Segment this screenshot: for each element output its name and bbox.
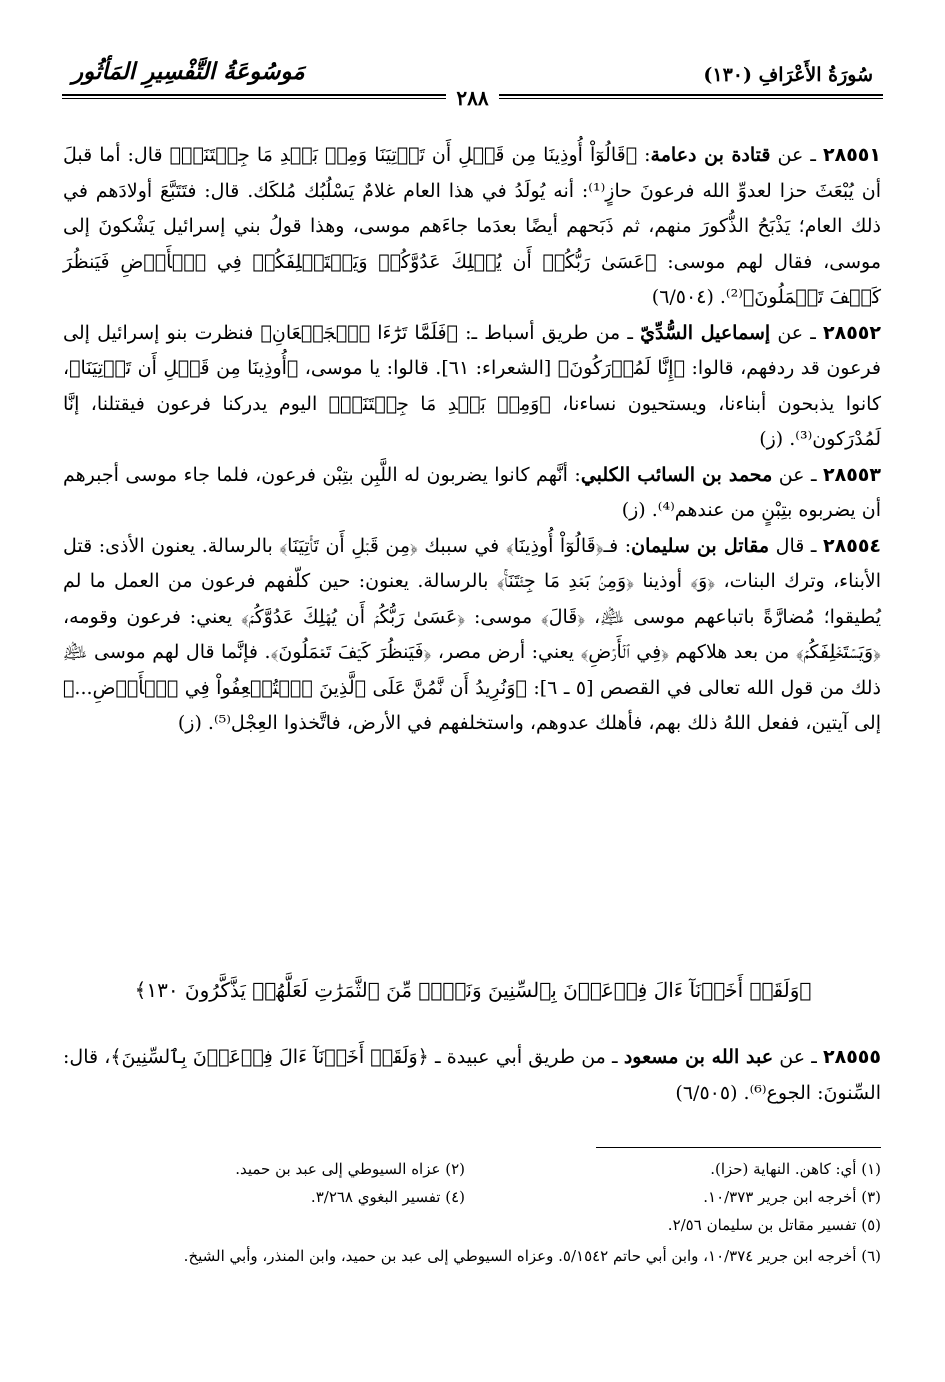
narrator-name: إسماعيل السُّدِّيّ <box>640 321 771 344</box>
entry-28552 <box>63 316 881 458</box>
entry-text: : فـ﴿قَالُوٓاْ أُوذِينَا﴾ في سببك ﴿مِن قَبۡلِ أَن تَأۡتِيَنَا﴾ بالرسالة. يعنون الأذى: قتل الأبناء، وترك البنات، ﴿وَ﴾ أوذينا ﴿وَمِنۢ بَعۡدِ مَا جِئۡتَنَاۚ﴾ بالرسالة. يعنون: حين كلّفهم فرعون من العمل ما لم يُطيقوا؛ مُضارَّةً باتباعهم موسى ﵇، ﴿قَالَ﴾ موسى: ﴿عَسَىٰ رَبُّكُمۡ أَن يُهۡلِكَ عَدُوَّكُمۡ﴾ يعني: فرعون وقومه، ﴿وَيَسۡتَخۡلِفَكُمۡ﴾ من بعد هلاكهم ﴿فِي ٱلۡأَرۡضِ﴾ يعني: أرض مصر، ﴿فَيَنظُرَ كَيۡفَ تَعۡمَلُونَ﴾. فإنَّما قال لهم موسى ﵇ ذلك من قول الله تعالى في القصص [٥ ـ ٦]: ﴿وَنُرِيدُ أَن نَّمُنَّ عَلَى ٱلَّذِينَ ٱسۡتُضۡعِفُواْ فِي ٱلۡأَرۡضِ...﴾ إلى آيتين، ففعل اللهُ ذلك بهم، فأهلك عدوهم، واستخلفهم في الأرض، فاتَّخذوا العِجْل⁽⁵⁾. (ز) <box>63 534 881 734</box>
footnote-1: (١) أي: كاهن. النهاية (حزا). <box>710 1160 881 1178</box>
narrator-name: مقاتل بن سليمان <box>631 534 770 557</box>
entry-28554 <box>63 529 881 742</box>
entry-text: ـ من طريق أبي عبيدة ـ ﴿وَلَقَدۡ أَخَذۡنَآ ءَالَ فِرۡعَوۡنَ بِٱلسِّنِينَ﴾، قال: السِّنونَ: الجوع⁽⁶⁾. (٦/٥٠٥) <box>63 1046 881 1104</box>
entry-prefix: ـ عن <box>772 463 824 486</box>
narrator-name: عبد الله بن مسعود <box>623 1046 774 1068</box>
page-number-wrap <box>0 86 945 110</box>
entry-text: : ﴿قَالُوٓاْ أُوذِينَا مِن قَبۡلِ أَن تَأۡتِيَنَا وَمِنۢ بَعۡدِ مَا جِئۡتَنَاۚ﴾ قال: أما قبلَ أن يُبْعَثَ حزا لعدوِّ الله فرعونَ حازٍ⁽¹⁾: أنه يُولَدُ في هذا العام غلامٌ يَسْلُبُك مُلكَك. قال: فتَتَبَّعَ أولادَهم في ذلك العام؛ يَذْبَحُ الذُّكورَ منهم، ثم ذَبَحهم أيضًا بعدَما جاءَهم موسى، وهذا قولُ بني إسرائيل يَشْكونَ إلى موسى، فقال لهم موسى: ﴿عَسَىٰ رَبُّكُمۡ أَن يُهۡلِكَ عَدُوَّكُمۡ وَيَسۡتَخۡلِفَكُمۡ فِي ٱلۡأَرۡضِ فَيَنظُرَ كَيۡفَ تَعۡمَلُونَ﴾⁽²⁾. (٦/٥٠٤) <box>63 144 881 308</box>
main-text <box>63 138 881 742</box>
surah-header: سُورَةُ الأَعْرَافِ (١٣٠) <box>703 64 873 86</box>
entry-prefix: ـ عن <box>770 321 823 344</box>
entry-number: ٢٨٥٥٣ <box>823 463 881 486</box>
entry-prefix: ـ عن <box>773 1046 823 1068</box>
entry-28551 <box>63 138 881 316</box>
entry-28553 <box>63 458 881 529</box>
narrator-name: محمد بن السائب الكلبي <box>580 463 773 486</box>
entry-28555 <box>63 1040 881 1111</box>
footnote-3: (٣) أخرجه ابن جرير ١٠/٣٧٣. <box>703 1188 881 1206</box>
narrator-name: قتادة بن دعامة <box>650 144 771 166</box>
quran-verse: ﴿وَلَقَدۡ أَخَذۡنَآ ءَالَ فِرۡعَوۡنَ بِٱلسِّنِينَ وَنَقۡصٖ مِّنَ ٱلثَّمَرَٰتِ لَعَلَّهُمۡ يَذَّكَّرُونَ ١٣٠﴾ <box>134 978 812 1002</box>
entry-number: ٢٨٥٥٥ <box>823 1046 881 1068</box>
footnote-2: (٢) عزاه السيوطي إلى عبد بن حميد. <box>235 1160 465 1178</box>
footnote-5: (٥) تفسير مقاتل بن سليمان ٢/٥٦. <box>667 1216 881 1234</box>
entry-prefix: ـ عن <box>770 144 824 166</box>
entry-number: ٢٨٥٥١ <box>823 144 881 166</box>
book-title-header: مَوسُوعَةُ التَّفْسِيرِ المَأثُور <box>72 58 305 85</box>
footnote-4: (٤) تفسير البغوي ٣/٢٦٨. <box>310 1188 465 1206</box>
footnote-rule <box>596 1147 881 1148</box>
footnote-6: (٦) أخرجه ابن جرير ١٠/٣٧٤، وابن أبي حاتم ٥/١٥٤٢. وعزاه السيوطي إلى عبد بن حميد، وابن المنذر، وأبي الشيخ. <box>183 1247 881 1265</box>
main-text-2 <box>63 1040 881 1111</box>
entry-prefix: ـ قال <box>769 534 824 557</box>
entry-number: ٢٨٥٥٢ <box>823 321 881 344</box>
entry-number: ٢٨٥٥٤ <box>823 534 882 557</box>
entry-text: ـ من طريق أسباط ـ: ﴿فَلَمَّا تَرَٰٓءَا ٱلۡجَمۡعَانِ﴾ فنظرت بنو إسرائيل إلى فرعون قد ردفهم، قالوا: ﴿إِنَّا لَمُدۡرَكُونَ﴾ [الشعراء: ٦١]. قالوا: يا موسى، ﴿أُوذِينَا مِن قَبۡلِ أَن تَأۡتِيَنَا﴾، كانوا يذبحون أبناءنا، ويستحيون نساءنا، ﴿وَمِنۢ بَعۡدِ مَا جِئۡتَنَاۚ﴾ اليوم يدركنا فرعون فيقتلنا، إنَّا لَمُدْرَكون⁽³⁾. (ز) <box>63 321 881 450</box>
entry-text: : أنَّهم كانوا يضربون له اللَّبِن بتِبْن فرعون، فلما جاء موسى أجبرهم أن يضربوه بتِبْنٍ من عندهم⁽⁴⁾. (ز) <box>63 463 881 521</box>
page-number: ٢٨٨ <box>446 86 498 110</box>
